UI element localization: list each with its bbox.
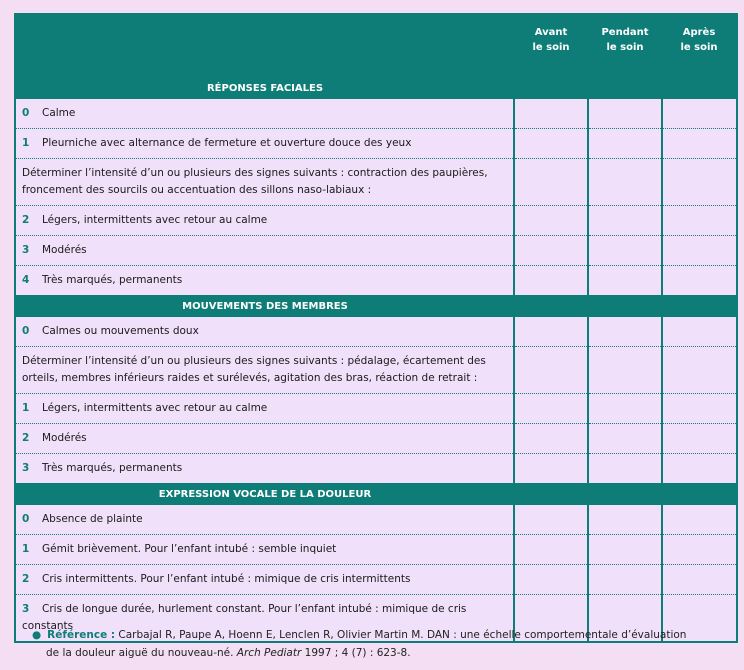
score-cell-avant[interactable] bbox=[514, 454, 588, 484]
section-title: MOUVEMENTS DES MEMBRES bbox=[16, 295, 514, 317]
table-row bbox=[16, 99, 736, 129]
item-text: Gémit brièvement. Pour l’enfant intubé : semble inquiet bbox=[42, 543, 337, 555]
section-title: RÉPONSES FACIALES bbox=[16, 77, 514, 99]
item-description bbox=[16, 206, 514, 236]
score-cell-pendant[interactable] bbox=[588, 424, 662, 454]
item-text: Déterminer l’intensité d’un ou plusieurs des signes suivants : contraction des paupières, froncement des sourcils ou accentuation des sillons naso-labiaux : bbox=[22, 167, 488, 196]
item-score: 1 bbox=[22, 402, 30, 414]
section-header-cell bbox=[662, 483, 736, 505]
score-cell-apres[interactable] bbox=[662, 454, 736, 484]
score-cell-apres[interactable] bbox=[662, 535, 736, 565]
score-cell-avant[interactable] bbox=[514, 99, 588, 129]
score-cell-apres[interactable] bbox=[662, 565, 736, 595]
score-cell-pendant[interactable] bbox=[588, 129, 662, 159]
table-row bbox=[16, 206, 736, 236]
score-cell-apres[interactable] bbox=[662, 236, 736, 266]
item-description bbox=[16, 347, 514, 394]
table-row bbox=[16, 317, 736, 347]
item-text: Absence de plainte bbox=[42, 513, 143, 525]
item-text: Modérés bbox=[42, 244, 87, 256]
item-description bbox=[16, 99, 514, 129]
reference-text-3: 1997 ; 4 (7) : 623-8. bbox=[304, 647, 411, 659]
section-header-cell bbox=[662, 77, 736, 99]
item-score: 3 bbox=[22, 603, 30, 615]
score-cell-apres[interactable] bbox=[662, 347, 736, 394]
table-row bbox=[16, 454, 736, 484]
table-header-row bbox=[16, 15, 736, 77]
reference-text-1: Carbajal R, Paupe A, Hoenn E, Lenclen R, Olivier Martin M. DAN : une échelle comportementale d’évaluation bbox=[118, 629, 687, 641]
item-text: Légers, intermittents avec retour au calme bbox=[42, 214, 268, 226]
header-empty-cell bbox=[16, 15, 514, 77]
score-cell-apres[interactable] bbox=[662, 394, 736, 424]
section-header-cell bbox=[588, 295, 662, 317]
item-score: 1 bbox=[22, 137, 30, 149]
item-score: 0 bbox=[22, 107, 30, 119]
score-cell-avant[interactable] bbox=[514, 159, 588, 206]
bullet-icon: ● bbox=[32, 629, 42, 641]
section-header-cell bbox=[588, 483, 662, 505]
reference-line-2 bbox=[32, 644, 732, 662]
item-description bbox=[16, 159, 514, 206]
section-header-cell bbox=[514, 483, 588, 505]
score-cell-apres[interactable] bbox=[662, 424, 736, 454]
item-description bbox=[16, 454, 514, 484]
section-header-cell bbox=[662, 295, 736, 317]
item-score: 3 bbox=[22, 462, 30, 474]
score-cell-avant[interactable] bbox=[514, 535, 588, 565]
item-text: Légers, intermittents avec retour au calme bbox=[42, 402, 268, 414]
item-score: 2 bbox=[22, 214, 30, 226]
score-cell-pendant[interactable] bbox=[588, 266, 662, 296]
table-row bbox=[16, 347, 736, 394]
score-cell-apres[interactable] bbox=[662, 505, 736, 535]
score-cell-avant[interactable] bbox=[514, 266, 588, 296]
table-row bbox=[16, 129, 736, 159]
column-header-pendant bbox=[588, 15, 662, 77]
item-text: Très marqués, permanents bbox=[42, 274, 183, 286]
item-text: Calmes ou mouvements doux bbox=[42, 325, 199, 337]
score-cell-avant[interactable] bbox=[514, 129, 588, 159]
column-header-line: le soin bbox=[680, 42, 718, 53]
section-header-cell bbox=[514, 295, 588, 317]
table-row bbox=[16, 505, 736, 535]
score-cell-pendant[interactable] bbox=[588, 99, 662, 129]
item-text: Cris de longue durée, hurlement constant. Pour l’enfant intubé : mimique de cris constants bbox=[22, 603, 467, 632]
item-score: 3 bbox=[22, 244, 30, 256]
item-text: Cris intermittents. Pour l’enfant intubé : mimique de cris intermittents bbox=[42, 573, 411, 585]
section-header-faciales bbox=[16, 77, 736, 99]
score-cell-pendant[interactable] bbox=[588, 236, 662, 266]
item-score: 0 bbox=[22, 513, 30, 525]
score-cell-avant[interactable] bbox=[514, 317, 588, 347]
score-cell-apres[interactable] bbox=[662, 159, 736, 206]
score-cell-pendant[interactable] bbox=[588, 317, 662, 347]
column-header-line: Avant bbox=[534, 27, 568, 38]
table-row bbox=[16, 394, 736, 424]
item-score: 2 bbox=[22, 573, 30, 585]
table-row bbox=[16, 236, 736, 266]
reference-note bbox=[32, 626, 732, 662]
score-cell-pendant[interactable] bbox=[588, 454, 662, 484]
item-score: 4 bbox=[22, 274, 30, 286]
item-text: Modérés bbox=[42, 432, 87, 444]
reference-text-2: de la douleur aiguë du nouveau-né. bbox=[46, 647, 234, 659]
score-cell-apres[interactable] bbox=[662, 266, 736, 296]
column-header-apres bbox=[662, 15, 736, 77]
item-score: 1 bbox=[22, 543, 30, 555]
item-score: 0 bbox=[22, 325, 30, 337]
score-cell-pendant[interactable] bbox=[588, 206, 662, 236]
item-description bbox=[16, 535, 514, 565]
item-description bbox=[16, 129, 514, 159]
item-score: 2 bbox=[22, 432, 30, 444]
score-cell-pendant[interactable] bbox=[588, 159, 662, 206]
score-cell-pendant[interactable] bbox=[588, 347, 662, 394]
column-header-line: le soin bbox=[532, 42, 570, 53]
score-cell-apres[interactable] bbox=[662, 206, 736, 236]
section-header-vocale bbox=[16, 483, 736, 505]
section-header-membres bbox=[16, 295, 736, 317]
score-cell-pendant[interactable] bbox=[588, 565, 662, 595]
score-cell-pendant[interactable] bbox=[588, 505, 662, 535]
item-description bbox=[16, 236, 514, 266]
score-cell-avant[interactable] bbox=[514, 565, 588, 595]
item-description bbox=[16, 565, 514, 595]
item-text: Déterminer l’intensité d’un ou plusieurs des signes suivants : pédalage, écartement des orteils, membres inférieurs raides et surélevés, agitation des bras, réaction de retrait : bbox=[22, 355, 486, 384]
item-description bbox=[16, 505, 514, 535]
table-row bbox=[16, 424, 736, 454]
item-description bbox=[16, 424, 514, 454]
section-header-cell bbox=[588, 77, 662, 99]
score-cell-apres[interactable] bbox=[662, 99, 736, 129]
section-title: EXPRESSION VOCALE DE LA DOULEUR bbox=[16, 483, 514, 505]
reference-journal: Arch Pediatr bbox=[236, 647, 302, 659]
score-cell-avant[interactable] bbox=[514, 236, 588, 266]
score-cell-avant[interactable] bbox=[514, 424, 588, 454]
table-row bbox=[16, 159, 736, 206]
score-cell-pendant[interactable] bbox=[588, 394, 662, 424]
item-text: Pleurniche avec alternance de fermeture et ouverture douce des yeux bbox=[42, 137, 412, 149]
column-header-line: le soin bbox=[606, 42, 644, 53]
section-header-cell bbox=[514, 77, 588, 99]
score-cell-apres[interactable] bbox=[662, 317, 736, 347]
column-header-line: Pendant bbox=[601, 27, 649, 38]
item-description bbox=[16, 394, 514, 424]
score-cell-pendant[interactable] bbox=[588, 535, 662, 565]
item-text: Calme bbox=[42, 107, 76, 119]
table-row bbox=[16, 266, 736, 296]
dan-scale-table bbox=[14, 13, 738, 643]
column-header-avant bbox=[514, 15, 588, 77]
table-row bbox=[16, 565, 736, 595]
score-cell-avant[interactable] bbox=[514, 347, 588, 394]
item-text: Très marqués, permanents bbox=[42, 462, 183, 474]
score-cell-avant[interactable] bbox=[514, 206, 588, 236]
score-cell-apres[interactable] bbox=[662, 129, 736, 159]
score-cell-avant[interactable] bbox=[514, 394, 588, 424]
item-description bbox=[16, 266, 514, 296]
item-description bbox=[16, 317, 514, 347]
score-cell-avant[interactable] bbox=[514, 505, 588, 535]
table-row bbox=[16, 535, 736, 565]
reference-label: Référence : bbox=[47, 629, 116, 641]
column-header-line: Après bbox=[682, 27, 716, 38]
